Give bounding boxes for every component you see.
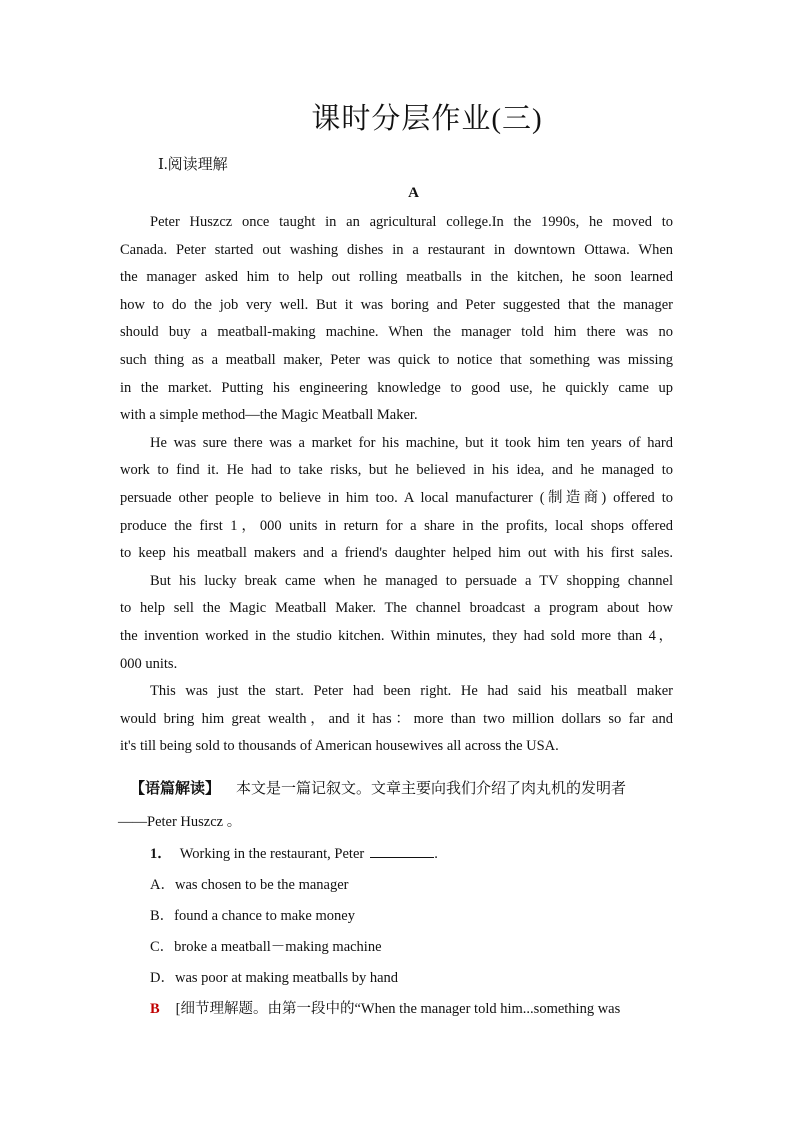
text-line: with a simple method—the Magic Meatball Maker. <box>120 407 418 424</box>
text-line: Canada. Peter started out washing dishes in a restaurant in downtown Ottawa. When <box>120 241 673 258</box>
text-line: But his lucky break came when he managed to persuade a TV shopping channel <box>150 572 673 589</box>
text-line: persuade other people to believe in him too. A local manufacturer (制造商) offered to <box>120 489 673 506</box>
text-line: to help sell the Magic Meatball Maker. The channel broadcast a program about how <box>120 600 673 617</box>
option-c: C．broke a meatball－making machine <box>150 939 382 955</box>
analysis-label: 【语篇解读】 <box>130 781 221 797</box>
section-heading: Ⅰ.阅读理解 <box>158 157 228 173</box>
text-line: the manager asked him to help out rolling meatballs in the kitchen, he soon learned <box>120 269 673 286</box>
paragraph-4 <box>120 677 673 760</box>
passage-body <box>120 208 673 760</box>
option-a: A．was chosen to be the manager <box>150 877 349 893</box>
answer-letter: B <box>150 1001 160 1017</box>
text-line: how to do the job very well. But it was boring and Peter suggested that the manager <box>120 296 673 313</box>
text-line: should buy a meatball-making machine. When the manager told him there was no <box>120 324 673 341</box>
explanation-text: [细节理解题。由第一段中的“When the manager told him...something was <box>175 1001 621 1017</box>
analysis-text: 本文是一篇记叙文。文章主要向我们介绍了肉丸机的发明者 <box>236 781 627 797</box>
text-line: it's till being sold to thousands of American housewives all across the USA. <box>120 738 559 755</box>
paragraph-1 <box>120 208 673 429</box>
text-line: work to find it. He had to take risks, but he believed in his idea, and he managed to <box>120 462 673 479</box>
question-text: Working in the restaurant, Peter <box>179 846 365 862</box>
text-line: 000 units. <box>120 655 178 672</box>
text-line: Peter Huszcz once taught in an agricultural college.In the 1990s, he moved to <box>150 214 673 230</box>
option-d: D．was poor at making meatballs by hand <box>150 970 399 986</box>
analysis-text-continued: ——Peter Huszcz 。 <box>118 814 242 830</box>
passage-analysis <box>130 778 675 800</box>
page-title: 课时分层作业(三) <box>311 103 543 135</box>
paragraph-3 <box>120 567 673 677</box>
text-line: in the market. Putting his engineering knowledge to good use, he quickly came up <box>120 379 673 396</box>
answer-explanation <box>150 997 675 1018</box>
text-line: would bring him great wealth，and it has：more than two million dollars so far and <box>120 710 673 727</box>
question-end: . <box>434 846 438 862</box>
text-line: to keep his meatball makers and a friend's daughter helped him out with his first sales. <box>120 545 673 562</box>
paragraph-2 <box>120 429 673 567</box>
option-b: B．found a chance to make money <box>150 908 355 924</box>
question-stem <box>150 842 438 863</box>
text-line: such thing as a meatball maker, Peter was quick to notice that something was missing <box>120 351 673 368</box>
answer-blank <box>370 845 434 858</box>
text-line: produce the first 1，000 units in return for a share in the profits, local shops offered <box>120 517 673 534</box>
question-number: 1． <box>150 846 172 862</box>
passage-label: A <box>408 185 419 201</box>
text-line: He was sure there was a market for his machine, but it took him ten years of hard <box>150 434 673 451</box>
text-line: the invention worked in the studio kitchen. Within minutes, they had sold more than 4， <box>120 627 673 644</box>
text-line: This was just the start. Peter had been right. He had said his meatball maker <box>150 683 673 700</box>
